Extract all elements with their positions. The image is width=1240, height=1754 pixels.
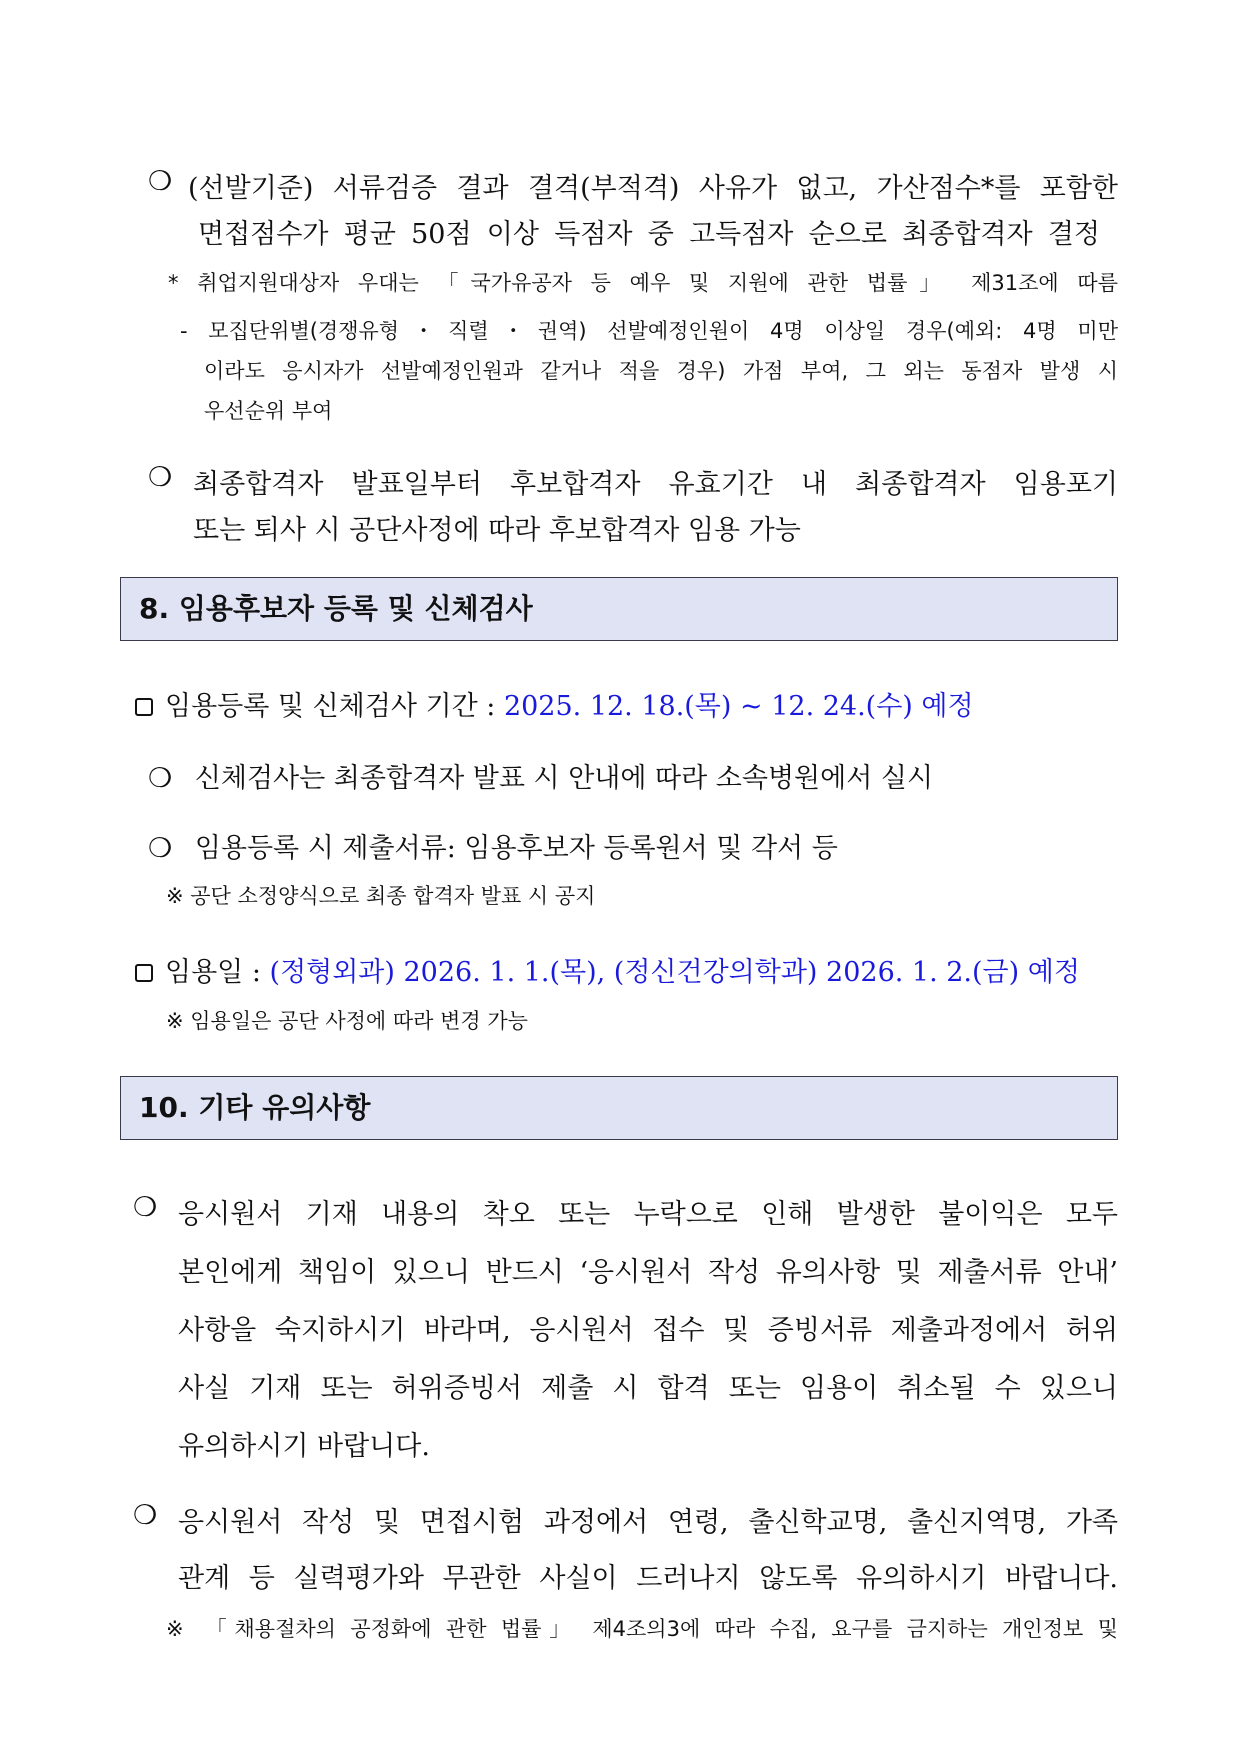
bullet-circle-icon: ❍ (148, 166, 173, 197)
selection-criteria-line1: (선발기준) 서류검증 결과 결격(부적격) 사유가 없고, 가산점수*를 포함한 (188, 173, 1118, 204)
bullet-circle-icon: ❍ (133, 1500, 158, 1531)
bullet-circle-icon: ❍ (148, 763, 173, 794)
notice-1-line4: 사실 기재 또는 허위증빙서 제출 시 합격 또는 임용이 취소될 수 있으니 (178, 1373, 1118, 1404)
notice-1-line2: 본인에게 책임이 있으니 반드시 ‘응시원서 작성 유의사항 및 제출서류 안내’ (178, 1257, 1118, 1288)
appointment-date (135, 950, 1080, 989)
bonus-points-line1: - 모집단위별(경쟁유형・직렬・권역) 선발예정인원이 4명 이상일 경우(예외: 4명 미만 (180, 319, 1118, 343)
bonus-points-line2: 이라도 응시자가 선발예정인원과 같거나 적을 경우) 가점 부여, 그 외는 동점자 발생 시 (204, 359, 1118, 383)
submission-docs-note (148, 826, 838, 865)
notice-2-line2: 관계 등 실력평가와 무관한 사실이 드러나지 않도록 유의하시기 바랍니다. (178, 1563, 1118, 1594)
checkbox-square-icon (135, 964, 153, 982)
medical-exam-text: 신체검사는 최종합격자 발표 시 안내에 따라 소속병원에서 실시 (194, 763, 934, 794)
reserve-line2: 또는 퇴사 시 공단사정에 따라 후보합격자 임용 가능 (193, 515, 801, 546)
notice-1-line1: 응시원서 기재 내용의 착오 또는 누락으로 인해 발생한 불이익은 모두 (178, 1199, 1118, 1230)
appointment-date-value: (정형외과) 2026. 1. 1.(목), (정신건강의학과) 2026. 1. 2.(금) 예정 (269, 957, 1080, 988)
notice-2-reference: ※ 「채용절차의 공정화에 관한 법률」 제4조의3에 따라 수집, 요구를 금지하는 개인정보 및 (166, 1617, 1118, 1641)
appointment-date-reference: ※ 임용일은 공단 사정에 따라 변경 가능 (166, 1009, 528, 1033)
selection-criteria-line2: 면접점수가 평균 50점 이상 득점자 중 고득점자 순으로 최종합격자 결정 (198, 219, 1100, 250)
notice-2-line1: 응시원서 작성 및 면접시험 과정에서 연령, 출신학교명, 출신지역명, 가족 (178, 1507, 1118, 1538)
registration-period-value: 2025. 12. 18.(목) ~ 12. 24.(수) 예정 (503, 691, 974, 722)
notice-1-line5: 유의하시기 바랍니다. (178, 1431, 430, 1462)
medical-exam-note (148, 756, 933, 795)
registration-period-label: 임용등록 및 신체검사 기간 : (165, 691, 496, 722)
section-10-header: 10. 기타 유의사항 (120, 1076, 1118, 1140)
submission-docs-reference: ※ 공단 소정양식으로 최종 합격자 발표 시 공지 (166, 884, 596, 908)
bullet-circle-icon: ❍ (148, 462, 173, 493)
appointment-date-label: 임용일 : (165, 957, 261, 988)
submission-docs-text: 임용등록 시 제출서류: 임용후보자 등록원서 및 각서 등 (194, 833, 838, 864)
checkbox-square-icon (135, 698, 153, 716)
bullet-circle-icon: ❍ (133, 1192, 158, 1223)
reserve-line1: 최종합격자 발표일부터 후보합격자 유효기간 내 최종합격자 임용포기 (193, 469, 1118, 500)
notice-1-line3: 사항을 숙지하시기 바라며, 응시원서 접수 및 증빙서류 제출과정에서 허위 (178, 1315, 1118, 1346)
bullet-circle-icon: ❍ (148, 833, 173, 864)
bonus-points-line3: 우선순위 부여 (204, 399, 333, 423)
section-8-header: 8. 임용후보자 등록 및 신체검사 (120, 577, 1118, 641)
registration-period (135, 684, 974, 723)
preference-footnote: * 취업지원대상자 우대는 「국가유공자 등 예우 및 지원에 관한 법률」 제31조에 따름 (168, 271, 1118, 295)
